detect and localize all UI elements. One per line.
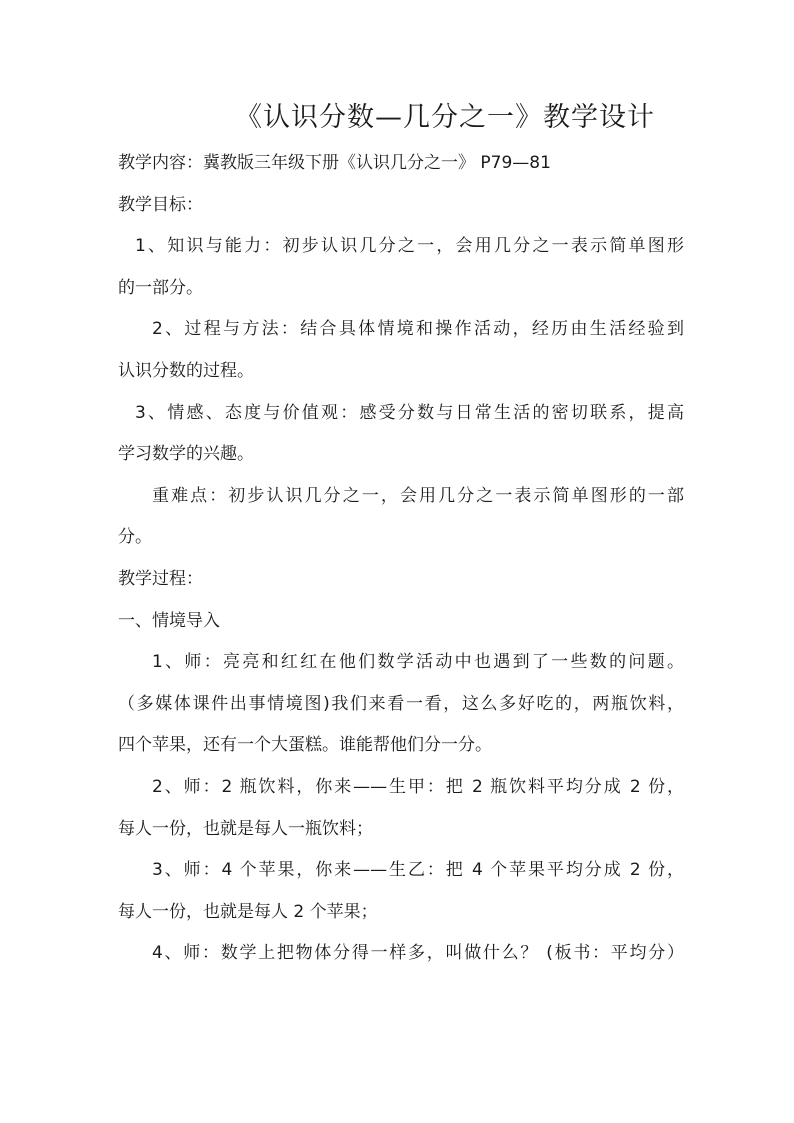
text-line-process-heading: 教学过程： [118, 568, 203, 589]
text-line-step-2-cont: 每人一份，也就是每人一瓶饮料； [118, 818, 373, 839]
text-line-goals-heading: 教学目标： [118, 194, 203, 215]
document-title: 《认识分数—几分之一》教学设计 [235, 102, 655, 133]
text-line-step-1: 1、师：亮亮和红红在他们数学活动中也遇到了一些数的问题。 [152, 652, 684, 673]
text-line-goal-1: 1、知识与能力：初步认识几分之一，会用几分之一表示简单图形 [135, 236, 684, 257]
text-line-step-3-cont: 每人一份，也就是每人 2 个苹果； [118, 901, 378, 922]
text-line-goal-2: 2、过程与方法：结合具体情境和操作活动，经历由生活经验到 [152, 319, 684, 340]
text-line-key-points-cont: 分。 [118, 527, 152, 548]
text-line-key-points: 重难点：初步认识几分之一，会用几分之一表示简单图形的一部 [152, 485, 684, 506]
text-line-step-4: 4、师：数学上把物体分得一样多，叫做什么？ (板书：平均分） [152, 943, 684, 964]
document-body [118, 143, 684, 975]
text-line-section-1-heading: 一、情境导入 [118, 610, 220, 631]
text-line-step-2: 2、师：2 瓶饮料，你来——生甲：把 2 瓶饮料平均分成 2 份， [152, 776, 684, 797]
text-line-step-3: 3、师：4 个苹果，你来——生乙：把 4 个苹果平均分成 2 份， [152, 860, 684, 881]
text-line-step-1-cont: （多媒体课件出事情境图)我们来看一看，这么多好吃的，两瓶饮料， [118, 693, 684, 714]
text-line-goal-1-cont: 的一部分。 [118, 277, 203, 298]
text-line-step-1-cont-2: 四个苹果，还有一个大蛋糕。谁能帮他们分一分。 [118, 735, 492, 756]
text-line-goal-3-cont: 学习数学的兴趣。 [118, 444, 254, 465]
text-line-content: 教学内容：冀教版三年级下册《认识几分之一》 P79—81 [118, 153, 551, 173]
text-line-goal-2-cont: 认识分数的过程。 [118, 360, 254, 381]
text-line-goal-3: 3、情感、态度与价值观：感受分数与日常生活的密切联系，提高 [135, 402, 684, 423]
